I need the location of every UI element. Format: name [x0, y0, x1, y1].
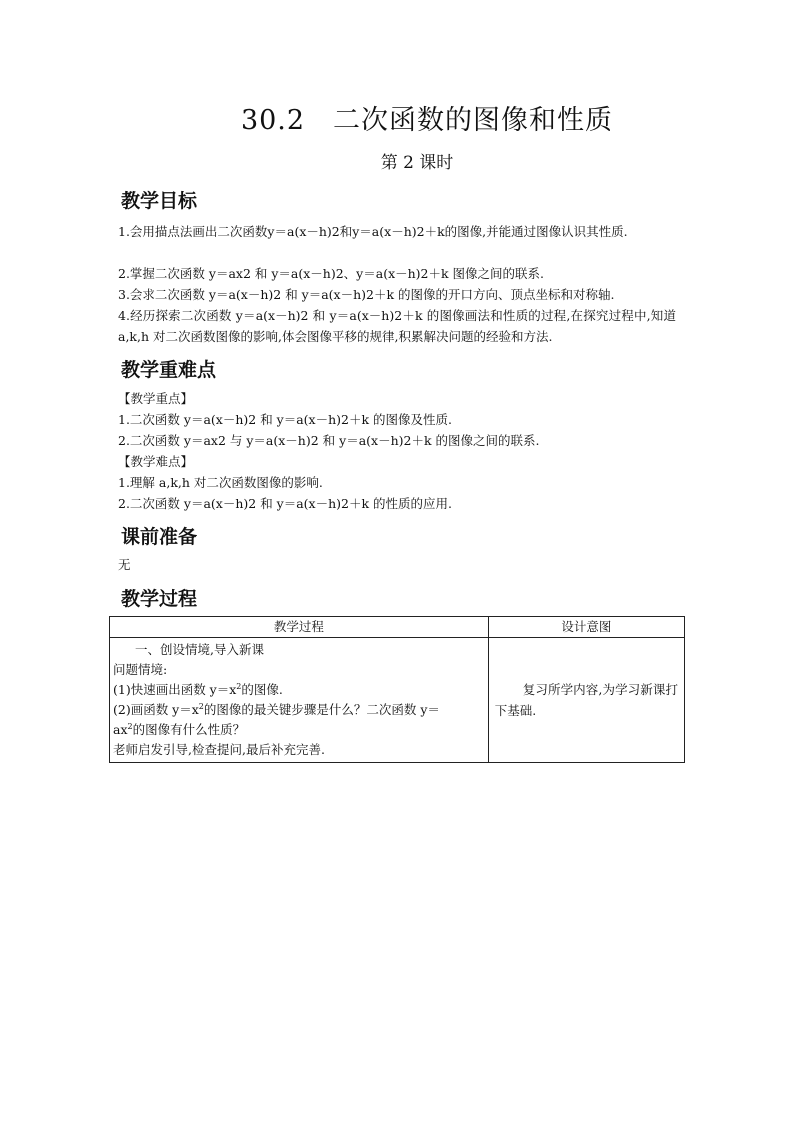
key-points-heading: 教学重难点 — [121, 359, 217, 381]
design-intent-text: 复习所学内容,为学习新课打下基础. — [494, 682, 678, 718]
question-1: (1)快速画出函数 $y=x^2$的图像. — [113, 681, 283, 697]
difficulty-item-1: 1.理解 a,k,h 对二次函数图像的影响. — [118, 475, 323, 490]
question-2: (2)画函数 $y=x^2$的图像的最关键步骤是什么？二次函数 y＝ — [113, 701, 440, 717]
lesson-period: 第 2 课时 — [380, 153, 454, 173]
design-intent-cell — [488, 638, 684, 763]
difficulty-item-2: 2.二次函数 y＝a(x－h)2 和 y＝a(x－h)2＋k 的性质的应用. — [118, 496, 453, 511]
page-title: 30.2 二次函数的图像和性质 — [240, 105, 614, 136]
objective-item-3: 3.会求二次函数 y＝a(x－h)2 和 y＝a(x－h)2＋k 的图像的开口方向、顶点坐标和对称轴. — [118, 287, 615, 302]
table-header-row — [110, 617, 685, 638]
table-row — [110, 638, 685, 763]
process-heading: 教学过程 — [121, 588, 198, 610]
step-title: 一、创设情境,导入新课 — [135, 642, 264, 657]
header-cell-process: 教学过程 — [110, 617, 489, 638]
header-cell-intent: 设计意图 — [488, 617, 684, 638]
objectives-heading: 教学目标 — [121, 190, 198, 212]
preparation-heading: 课前准备 — [121, 526, 198, 548]
preparation-content: 无 — [118, 557, 131, 572]
question-2-continued: $ax^2$的图像有什么性质？ — [113, 721, 246, 737]
scenario-label: 问题情境: — [113, 662, 168, 677]
objective-item-2: 2.掌握二次函数 y＝ax2 和 y＝a(x－h)2、y＝a(x－h)2＋k 图像之间的联系. — [118, 266, 545, 281]
objective-item-4: 4.经历探索二次函数 y＝a(x－h)2 和 y＝a(x－h)2＋k 的图像画法和性质的过程,在探究过程中,知道 a,k,h 对二次函数图像的影响,体会图像平移的规律,积累解决问题的经验和方法. — [118, 308, 676, 344]
focus-item-1: 1.二次函数 y＝a(x－h)2 和 y＝a(x－h)2＋k 的图像及性质. — [118, 412, 453, 427]
difficulty-label: 【教学难点】 — [118, 454, 194, 469]
process-cell — [110, 638, 489, 763]
teacher-note: 老师启发引导,检查提问,最后补充完善. — [113, 742, 325, 757]
objective-item-1: 1.会用描点法画出二次函数y＝a(x－h)2和y＝a(x－h)2＋k的图像,并能通过图像认识其性质. — [118, 224, 628, 239]
focus-label: 【教学重点】 — [118, 391, 194, 406]
focus-item-2: 2.二次函数 y＝ax2 与 y＝a(x－h)2 和 y＝a(x－h)2＋k 的图像之间的联系. — [118, 433, 540, 448]
process-table — [109, 616, 685, 763]
